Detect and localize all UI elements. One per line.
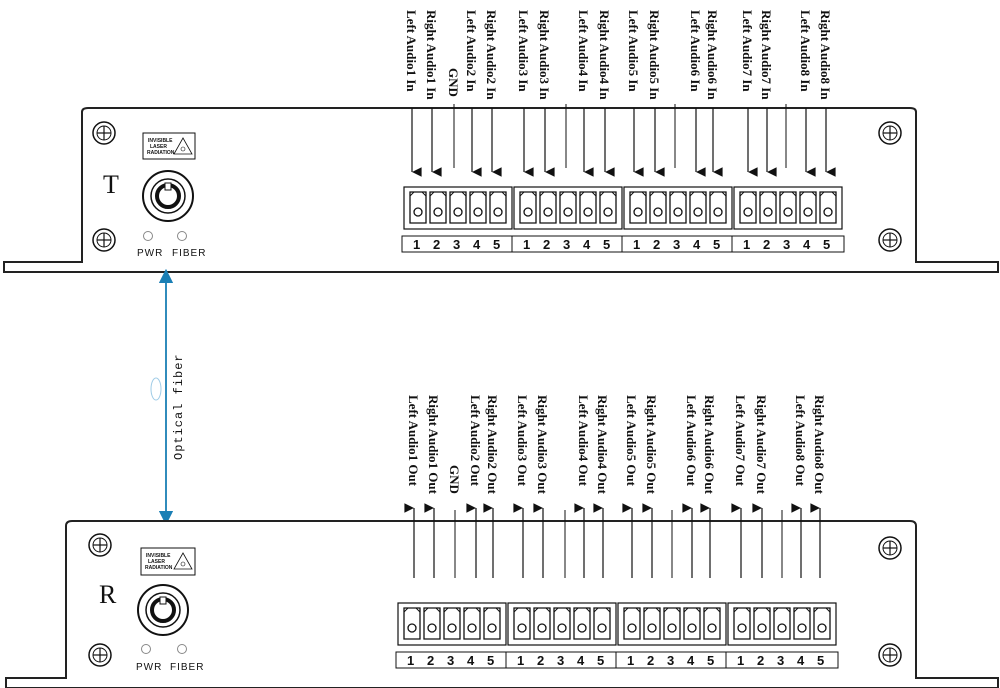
pin-number: 4 bbox=[577, 653, 585, 668]
pin-label: Right Audio8 In bbox=[818, 10, 833, 100]
unit-letter-r: R bbox=[99, 580, 117, 609]
screw-icon bbox=[879, 644, 901, 666]
pin-label: Left Audio3 Out bbox=[515, 395, 530, 487]
svg-text:INVISIBLE: INVISIBLE bbox=[148, 138, 173, 144]
screw-icon bbox=[879, 229, 901, 251]
terminal-screw[interactable] bbox=[774, 608, 790, 639]
receiver-unit bbox=[6, 395, 998, 688]
pin-number: 3 bbox=[563, 237, 571, 252]
pin-number: 4 bbox=[583, 237, 591, 252]
terminal-screw[interactable] bbox=[670, 192, 686, 223]
pin-number: 1 bbox=[737, 653, 745, 668]
terminal-screw[interactable] bbox=[684, 608, 700, 639]
pin-label: Left Audio1 In bbox=[404, 10, 419, 92]
pin-label: Right Audio5 In bbox=[647, 10, 662, 100]
pin-number: 1 bbox=[413, 237, 421, 252]
terminal-screw[interactable] bbox=[690, 192, 706, 223]
terminal-screw[interactable] bbox=[624, 608, 640, 639]
svg-text:LASER: LASER bbox=[150, 144, 167, 150]
pin-number: 5 bbox=[487, 653, 495, 668]
pin-number: 4 bbox=[687, 653, 695, 668]
laser-warning-label bbox=[141, 548, 195, 575]
pin-number: 2 bbox=[757, 653, 765, 668]
pin-number: 1 bbox=[523, 237, 531, 252]
pin-label: Left Audio5 In bbox=[626, 10, 641, 92]
pin-label: Right Audio8 Out bbox=[812, 395, 827, 494]
pin-label: Left Audio7 In bbox=[740, 10, 755, 92]
pin-label: Right Audio4 In bbox=[597, 10, 612, 100]
laser-warning-label bbox=[143, 133, 195, 159]
pin-number: 3 bbox=[447, 653, 455, 668]
terminal-screw[interactable] bbox=[520, 192, 536, 223]
terminal-block bbox=[506, 603, 618, 668]
terminal-screw[interactable] bbox=[594, 608, 610, 639]
pin-label: Right Audio5 Out bbox=[644, 395, 659, 494]
terminal-screw[interactable] bbox=[574, 608, 590, 639]
pin-label: Right Audio2 In bbox=[484, 10, 499, 100]
pin-number: 2 bbox=[543, 237, 551, 252]
pin-number: 3 bbox=[777, 653, 785, 668]
pin-label: GND bbox=[446, 68, 461, 97]
pin-number: 2 bbox=[427, 653, 435, 668]
pin-number: 4 bbox=[693, 237, 701, 252]
pin-number: 2 bbox=[763, 237, 771, 252]
terminal-screw[interactable] bbox=[710, 192, 726, 223]
pin-label: Left Audio4 In bbox=[576, 10, 591, 92]
pin-label: Right Audio6 In bbox=[705, 10, 720, 100]
pin-label: Left Audio5 Out bbox=[624, 395, 639, 487]
screw-icon bbox=[879, 537, 901, 559]
pin-number: 3 bbox=[557, 653, 565, 668]
pin-label: GND bbox=[447, 465, 462, 494]
terminal-block bbox=[616, 603, 728, 668]
terminal-screw[interactable] bbox=[444, 608, 460, 639]
terminal-screw[interactable] bbox=[534, 608, 550, 639]
pin-number: 2 bbox=[647, 653, 655, 668]
pin-label: Left Audio6 In bbox=[688, 10, 703, 92]
pin-label: Right Audio6 Out bbox=[702, 395, 717, 494]
terminal-screw[interactable] bbox=[754, 608, 770, 639]
screw-icon bbox=[93, 122, 115, 144]
terminal-screw[interactable] bbox=[514, 608, 530, 639]
pin-number: 5 bbox=[817, 653, 825, 668]
terminal-screw[interactable] bbox=[470, 192, 486, 223]
pin-number: 1 bbox=[407, 653, 415, 668]
screw-icon bbox=[89, 534, 111, 556]
fiber-label-text: Optical fiber bbox=[172, 353, 186, 460]
terminal-screw[interactable] bbox=[600, 192, 616, 223]
fiber-led bbox=[178, 232, 187, 241]
pin-label: Right Audio3 Out bbox=[535, 395, 550, 494]
terminal-screw[interactable] bbox=[650, 192, 666, 223]
pin-number: 5 bbox=[597, 653, 605, 668]
pin-number: 4 bbox=[803, 237, 811, 252]
pin-label: Left Audio1 Out bbox=[406, 395, 421, 487]
svg-text:INVISIBLE: INVISIBLE bbox=[146, 553, 171, 559]
terminal-screw[interactable] bbox=[760, 192, 776, 223]
pin-label: Left Audio3 In bbox=[516, 10, 531, 92]
terminal-screw[interactable] bbox=[410, 192, 426, 223]
pin-number: 5 bbox=[823, 237, 831, 252]
fiber-coil-icon bbox=[151, 378, 161, 400]
pin-label: Left Audio4 Out bbox=[576, 395, 591, 487]
pin-label: Right Audio4 Out bbox=[595, 395, 610, 494]
pwr-label: PWR bbox=[137, 248, 164, 259]
terminal-screw[interactable] bbox=[630, 192, 646, 223]
fiber-label: FIBER bbox=[172, 248, 207, 259]
terminal-screw[interactable] bbox=[560, 192, 576, 223]
terminal-block bbox=[402, 187, 514, 252]
pin-number: 3 bbox=[673, 237, 681, 252]
pin-label: Right Audio7 In bbox=[759, 10, 774, 100]
terminal-screw[interactable] bbox=[740, 192, 756, 223]
terminal-block bbox=[512, 187, 624, 252]
terminal-screw[interactable] bbox=[404, 608, 420, 639]
terminal-screw[interactable] bbox=[644, 608, 660, 639]
terminal-screw[interactable] bbox=[450, 192, 466, 223]
fiber-label: FIBER bbox=[170, 662, 205, 673]
pin-label: Right Audio1 In bbox=[424, 10, 439, 100]
terminal-block bbox=[396, 603, 508, 668]
terminal-screw[interactable] bbox=[794, 608, 810, 639]
terminal-screw[interactable] bbox=[820, 192, 836, 223]
svg-text:RADIATION: RADIATION bbox=[145, 565, 173, 571]
terminal-screw[interactable] bbox=[484, 608, 500, 639]
optical-fiber-link bbox=[151, 276, 186, 518]
svg-text:LASER: LASER bbox=[148, 559, 165, 565]
pin-number: 3 bbox=[453, 237, 461, 252]
pin-number: 1 bbox=[743, 237, 751, 252]
pin-label: Right Audio1 Out bbox=[426, 395, 441, 494]
terminal-screw[interactable] bbox=[490, 192, 506, 223]
screw-icon bbox=[89, 644, 111, 666]
pin-number: 2 bbox=[653, 237, 661, 252]
terminal-screw[interactable] bbox=[464, 608, 480, 639]
pin-label: Right Audio2 Out bbox=[485, 395, 500, 494]
pin-number: 4 bbox=[473, 237, 481, 252]
pin-number: 2 bbox=[537, 653, 545, 668]
pin-number: 1 bbox=[633, 237, 641, 252]
terminal-screw[interactable] bbox=[734, 608, 750, 639]
terminal-screw[interactable] bbox=[704, 608, 720, 639]
terminal-screw[interactable] bbox=[800, 192, 816, 223]
terminal-screw[interactable] bbox=[664, 608, 680, 639]
pin-label: Left Audio6 Out bbox=[684, 395, 699, 487]
pwr-led bbox=[142, 645, 151, 654]
pin-number: 3 bbox=[667, 653, 675, 668]
pin-number: 4 bbox=[797, 653, 805, 668]
terminal-screw[interactable] bbox=[554, 608, 570, 639]
pin-number: 5 bbox=[713, 237, 721, 252]
pin-label: Left Audio2 In bbox=[464, 10, 479, 92]
pin-number: 2 bbox=[433, 237, 441, 252]
terminal-screw[interactable] bbox=[580, 192, 596, 223]
terminal-screw[interactable] bbox=[424, 608, 440, 639]
pin-number: 1 bbox=[627, 653, 635, 668]
transmitter-unit bbox=[4, 10, 998, 272]
terminal-block bbox=[726, 603, 838, 668]
pin-number: 5 bbox=[603, 237, 611, 252]
pin-number: 5 bbox=[707, 653, 715, 668]
pin-label: Left Audio7 Out bbox=[733, 395, 748, 487]
screw-icon bbox=[93, 229, 115, 251]
pwr-led bbox=[144, 232, 153, 241]
pin-label: Left Audio8 In bbox=[798, 10, 813, 92]
pin-label: Right Audio3 In bbox=[537, 10, 552, 100]
pin-number: 1 bbox=[517, 653, 525, 668]
terminal-screw[interactable] bbox=[814, 608, 830, 639]
terminal-screw[interactable] bbox=[780, 192, 796, 223]
screw-icon bbox=[879, 122, 901, 144]
fiber-port-icon[interactable] bbox=[143, 171, 193, 221]
pin-label: Left Audio8 Out bbox=[793, 395, 808, 487]
pin-label: Left Audio2 Out bbox=[468, 395, 483, 487]
terminal-screw[interactable] bbox=[540, 192, 556, 223]
pin-number: 5 bbox=[493, 237, 501, 252]
fiber-led bbox=[178, 645, 187, 654]
fiber-port-icon[interactable] bbox=[138, 585, 188, 635]
terminal-screw[interactable] bbox=[430, 192, 446, 223]
pwr-label: PWR bbox=[136, 662, 163, 673]
unit-letter-t: T bbox=[103, 170, 119, 199]
pin-number: 3 bbox=[783, 237, 791, 252]
terminal-block bbox=[732, 187, 844, 252]
svg-text:RADIATION: RADIATION bbox=[147, 150, 175, 156]
pin-label: Right Audio7 Out bbox=[754, 395, 769, 494]
terminal-block bbox=[622, 187, 734, 252]
pin-number: 4 bbox=[467, 653, 475, 668]
